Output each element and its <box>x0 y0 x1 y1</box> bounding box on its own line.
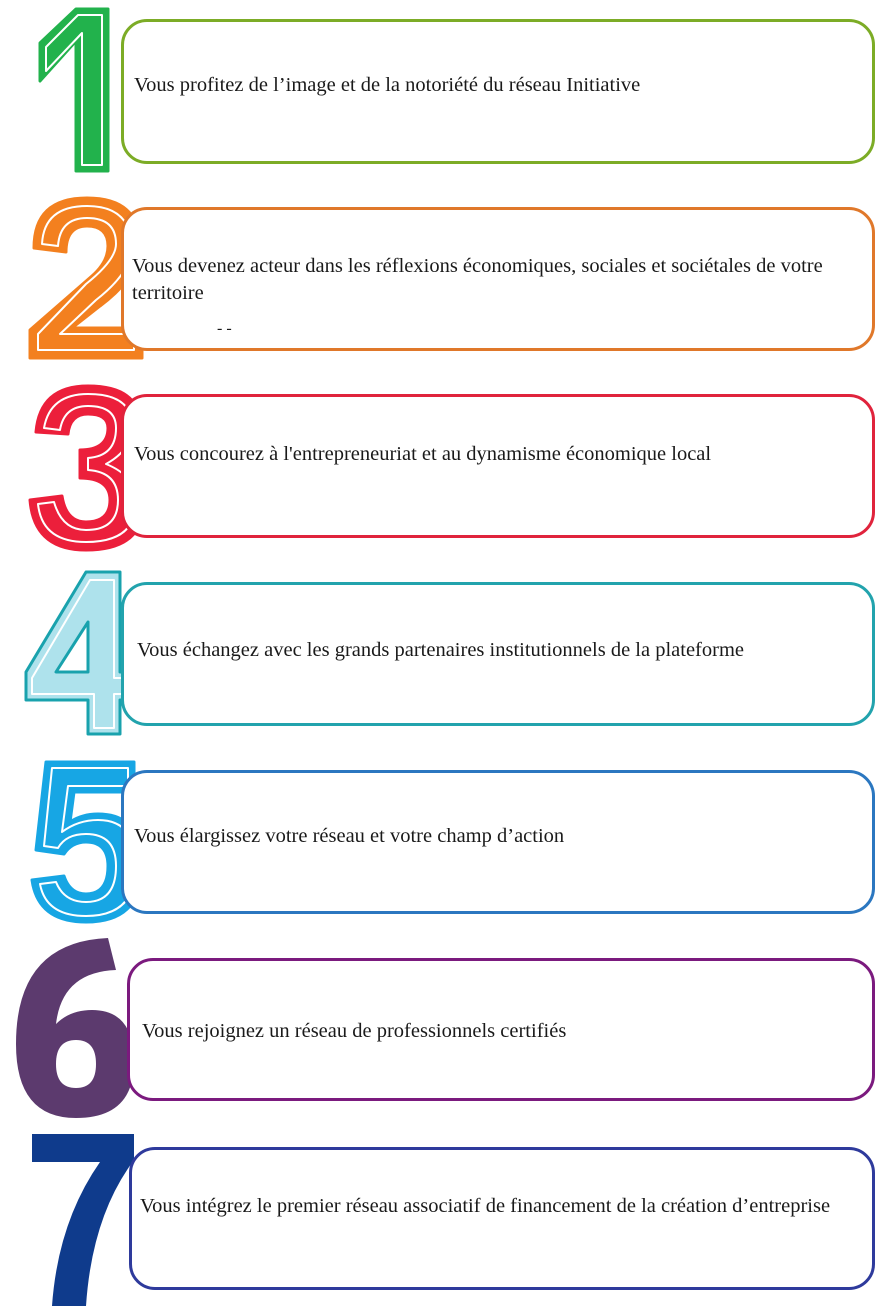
item-3-box <box>121 394 875 538</box>
item-1-text: Vous profitez de l’image et de la notoriété du réseau Initiative <box>134 74 641 96</box>
number-1-graphic <box>30 5 125 175</box>
item-6-box <box>127 958 875 1101</box>
item-2-box <box>121 207 875 351</box>
number-6-graphic <box>12 932 137 1122</box>
item-7-text: Vous intégrez le premier réseau associatif de financement de la création d’entreprise <box>140 1195 831 1217</box>
item-5-text: Vous élargissez votre réseau et votre champ d’action <box>134 825 565 847</box>
item-3-text: Vous concourez à l'entrepreneuriat et au dynamisme économique local <box>134 443 712 465</box>
item-6-text: Vous rejoignez un réseau de professionnels certifiés <box>142 1020 567 1042</box>
number-7-graphic <box>28 1130 138 1310</box>
item-2-text: Vous devenez acteur dans les réflexions économiques, sociales et sociétales de votre territoire <box>132 255 823 304</box>
number-4-graphic <box>20 568 130 740</box>
item-4-box <box>121 582 875 726</box>
item-7-box <box>129 1147 875 1290</box>
item-1-box <box>121 19 875 164</box>
item-5-box <box>121 770 875 914</box>
item-4-text: Vous échangez avec les grands partenaires institutionnels de la plateforme <box>137 639 745 661</box>
item-2-dashes: - - <box>217 320 232 337</box>
